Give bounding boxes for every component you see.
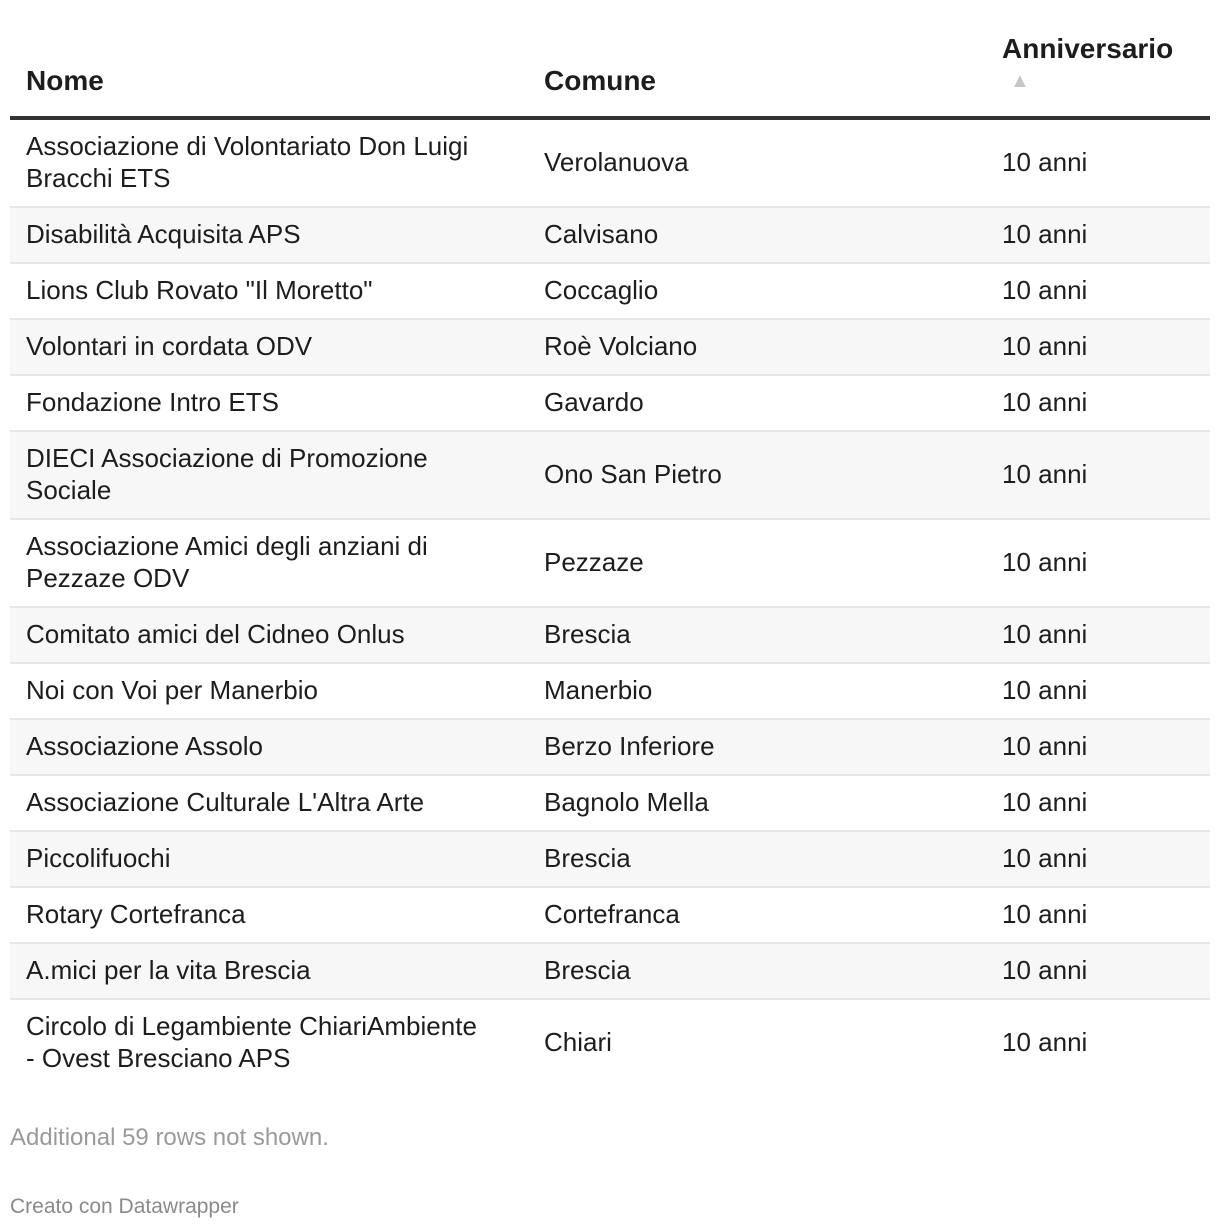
name-cell: Noi con Voi per Manerbio xyxy=(10,663,528,719)
table-row xyxy=(10,887,1210,943)
column-header-nome[interactable] xyxy=(10,0,528,118)
sort-ascending-icon[interactable]: ▲ xyxy=(1010,70,1030,92)
anniversario-cell: 10 anni xyxy=(986,319,1210,375)
column-header-label: Nome xyxy=(26,65,104,96)
data-table xyxy=(10,0,1210,1086)
comune-cell: Berzo Inferiore xyxy=(528,719,986,775)
name-cell: Disabilità Acquisita APS xyxy=(10,207,528,263)
table-row xyxy=(10,775,1210,831)
anniversario-cell: 10 anni xyxy=(986,663,1210,719)
comune-cell: Gavardo xyxy=(528,375,986,431)
anniversario-cell: 10 anni xyxy=(986,719,1210,775)
name-cell: Associazione Culturale L'Altra Arte xyxy=(10,775,528,831)
name-cell: Fondazione Intro ETS xyxy=(10,375,528,431)
column-header-comune[interactable] xyxy=(528,0,986,118)
name-cell: Piccolifuochi xyxy=(10,831,528,887)
table-row xyxy=(10,319,1210,375)
comune-cell: Ono San Pietro xyxy=(528,431,986,519)
comune-cell: Brescia xyxy=(528,607,986,663)
table-row xyxy=(10,519,1210,607)
table-row xyxy=(10,431,1210,519)
data-table-container xyxy=(10,0,1210,1086)
anniversario-cell: 10 anni xyxy=(986,887,1210,943)
comune-cell: Coccaglio xyxy=(528,263,986,319)
comune-cell: Pezzaze xyxy=(528,519,986,607)
anniversario-cell: 10 anni xyxy=(986,607,1210,663)
name-cell: Lions Club Rovato "Il Moretto" xyxy=(10,263,528,319)
table-row xyxy=(10,118,1210,207)
table-row xyxy=(10,999,1210,1086)
table-row xyxy=(10,719,1210,775)
column-header-anniversario[interactable] xyxy=(986,0,1210,118)
name-cell: Comitato amici del Cidneo Onlus xyxy=(10,607,528,663)
anniversario-cell: 10 anni xyxy=(986,207,1210,263)
anniversario-cell: 10 anni xyxy=(1002,1027,1088,1057)
table-row xyxy=(10,831,1210,887)
anniversario-cell: 10 anni xyxy=(986,431,1210,519)
comune-cell: Bagnolo Mella xyxy=(528,775,986,831)
anniversario-cell: 10 anni xyxy=(986,519,1210,607)
table-row xyxy=(10,207,1210,263)
anniversario-cell: 10 anni xyxy=(986,118,1210,207)
table-row xyxy=(10,663,1210,719)
anniversario-cell: 10 anni xyxy=(986,375,1210,431)
table-body xyxy=(10,118,1210,1086)
table-header xyxy=(10,0,1210,118)
table-row xyxy=(10,943,1210,999)
name-cell: DIECI Associazione di Promozione Sociale xyxy=(10,431,528,519)
name-cell: A.mici per la vita Brescia xyxy=(10,943,528,999)
header-row xyxy=(10,0,1210,118)
comune-cell: Brescia xyxy=(528,943,986,999)
comune-cell: Calvisano xyxy=(528,207,986,263)
comune-cell: Verolanuova xyxy=(528,118,986,207)
name-cell: Rotary Cortefranca xyxy=(10,887,528,943)
comune-cell: Manerbio xyxy=(528,663,986,719)
anniversario-cell: 10 anni xyxy=(986,831,1210,887)
comune-cell: Roè Volciano xyxy=(528,319,986,375)
rows-not-shown-note: Additional 59 rows not shown. xyxy=(10,1124,329,1151)
comune-cell: Cortefranca xyxy=(528,887,986,943)
anniversario-cell: 10 anni xyxy=(986,943,1210,999)
name-cell: Volontari in cordata ODV xyxy=(10,319,528,375)
table-row xyxy=(10,607,1210,663)
anniversario-cell: 10 anni xyxy=(986,775,1210,831)
name-cell: Circolo di Legambiente ChiariAmbiente - Ovest Bresciano APS xyxy=(26,1011,477,1073)
comune-cell: Chiari xyxy=(544,1027,612,1057)
table-row xyxy=(10,375,1210,431)
anniversario-cell: 10 anni xyxy=(986,263,1210,319)
column-header-label: Anniversario xyxy=(1002,33,1174,64)
name-cell: Associazione Assolo xyxy=(10,719,528,775)
comune-cell: Brescia xyxy=(528,831,986,887)
name-cell: Associazione di Volontariato Don Luigi Bracchi ETS xyxy=(10,118,528,207)
datawrapper-credit[interactable]: Creato con Datawrapper xyxy=(10,1195,239,1218)
column-header-label: Comune xyxy=(544,65,656,96)
table-row xyxy=(10,263,1210,319)
name-cell: Associazione Amici degli anziani di Pezzaze ODV xyxy=(10,519,528,607)
